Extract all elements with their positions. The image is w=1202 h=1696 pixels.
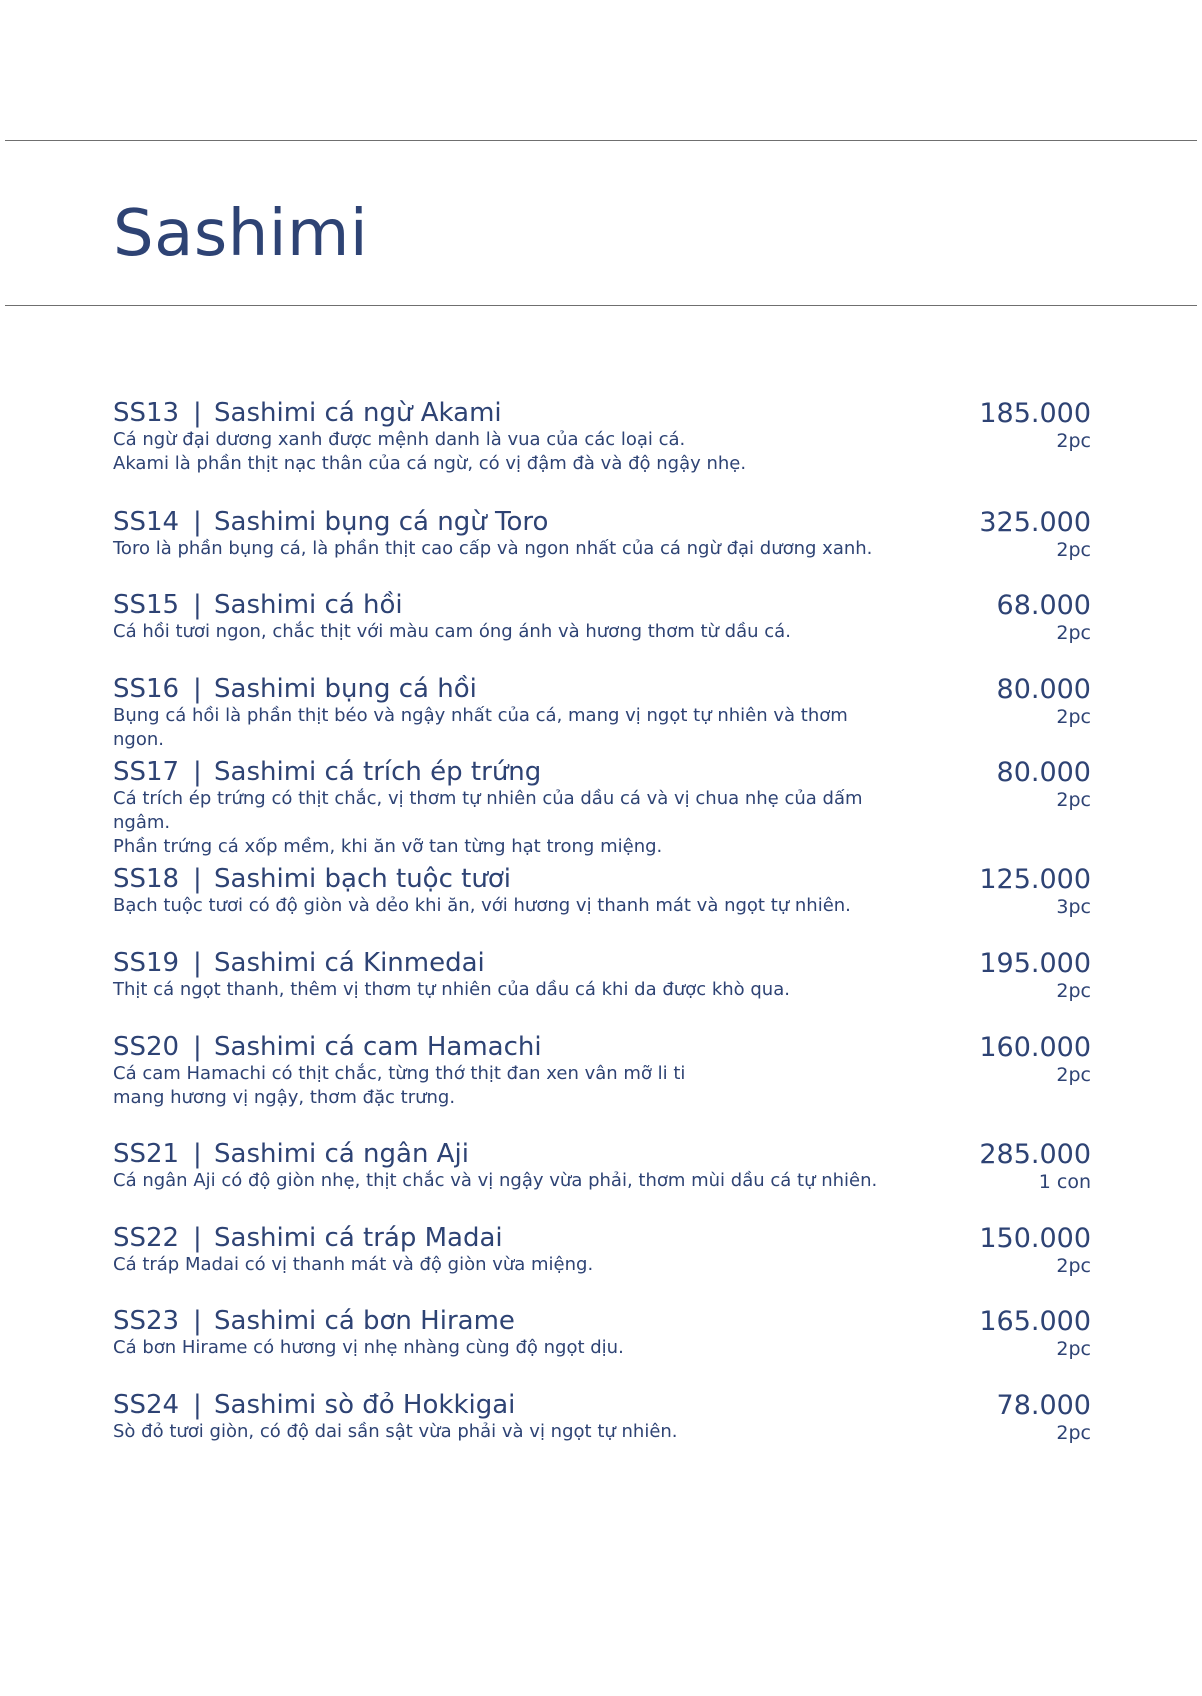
menu-item <box>113 1390 1091 1444</box>
menu-item-heading <box>113 674 1091 704</box>
menu-item-description: Sò đỏ tươi giòn, có độ dai sần sật vừa phải và vị ngọt tự nhiên. <box>113 1421 678 1442</box>
menu-item-description: Cá cam Hamachi có thịt chắc, từng thớ thịt đan xen vân mỡ li ti <box>113 1063 686 1084</box>
menu-item <box>113 1032 1091 1110</box>
menu-item <box>113 398 1091 476</box>
menu-item-name: Sashimi cá hồi <box>214 590 403 620</box>
menu-item-separator: | <box>193 948 211 978</box>
menu-item-price: 80.000 <box>996 674 1091 705</box>
menu-item-separator: | <box>193 507 211 537</box>
menu-item-description: Cá hồi tươi ngon, chắc thịt với màu cam óng ánh và hương thơm từ dầu cá. <box>113 621 791 642</box>
menu-item-unit: 2pc <box>1056 430 1091 452</box>
menu-item-separator: | <box>193 1032 211 1062</box>
menu-item-name: Sashimi cá bơn Hirame <box>214 1306 515 1336</box>
menu-item-separator: | <box>193 1390 211 1420</box>
menu-item-separator: | <box>193 398 211 428</box>
menu-item-heading <box>113 507 1091 537</box>
menu-item-price: 185.000 <box>979 398 1091 429</box>
menu-item-price: 325.000 <box>979 507 1091 538</box>
menu-item <box>113 1223 1091 1277</box>
menu-item-description: Cá trích ép trứng có thịt chắc, vị thơm tự nhiên của dầu cá và vị chua nhẹ của dấm ngâm. <box>113 788 863 833</box>
menu-item-description: mang hương vị ngậy, thơm đặc trưng. <box>113 1087 456 1108</box>
menu-item-code: SS18 <box>113 864 180 894</box>
menu-item-heading <box>113 590 1091 620</box>
menu-item <box>113 1139 1091 1193</box>
menu-item-price: 68.000 <box>996 590 1091 621</box>
menu-item <box>113 948 1091 1002</box>
menu-item-unit: 2pc <box>1056 539 1091 561</box>
menu-item-unit: 1 con <box>1038 1171 1091 1193</box>
menu-item-description: Thịt cá ngọt thanh, thêm vị thơm tự nhiên của dầu cá khi da được khò qua. <box>113 979 790 1000</box>
menu-item-name: Sashimi cá Kinmedai <box>214 948 485 978</box>
menu-item-name: Sashimi sò đỏ Hokkigai <box>214 1390 516 1420</box>
menu-item-price: 125.000 <box>979 864 1091 895</box>
menu-item-name: Sashimi bạch tuộc tươi <box>214 864 511 894</box>
menu-item-code: SS14 <box>113 507 180 537</box>
menu-item-separator: | <box>193 864 211 894</box>
menu-item-price: 195.000 <box>979 948 1091 979</box>
menu-item-separator: | <box>193 590 211 620</box>
menu-item-price: 160.000 <box>979 1032 1091 1063</box>
menu-item-unit: 2pc <box>1056 789 1091 811</box>
menu-item-name: Sashimi cá cam Hamachi <box>214 1032 542 1062</box>
menu-item-code: SS16 <box>113 674 180 704</box>
menu-item-code: SS15 <box>113 590 180 620</box>
menu-item-separator: | <box>193 757 211 787</box>
menu-item-unit: 2pc <box>1056 1064 1091 1086</box>
menu-item-description: Cá bơn Hirame có hương vị nhẹ nhàng cùng độ ngọt dịu. <box>113 1337 624 1358</box>
menu-item-description: Bạch tuộc tươi có độ giòn và dẻo khi ăn, với hương vị thanh mát và ngọt tự nhiên. <box>113 895 851 916</box>
menu-item-description: Cá tráp Madai có vị thanh mát và độ giòn vừa miệng. <box>113 1254 594 1275</box>
menu-item-price: 80.000 <box>996 757 1091 788</box>
menu-item-description: Phần trứng cá xốp mềm, khi ăn vỡ tan từng hạt trong miệng. <box>113 836 663 857</box>
menu-item-code: SS24 <box>113 1390 180 1420</box>
menu-item <box>113 1306 1091 1360</box>
menu-item-unit: 2pc <box>1056 706 1091 728</box>
menu-item-unit: 2pc <box>1056 622 1091 644</box>
menu-item-code: SS21 <box>113 1139 180 1169</box>
menu-item-heading <box>113 1306 1091 1336</box>
menu-item-price: 78.000 <box>996 1390 1091 1421</box>
menu-item-code: SS17 <box>113 757 180 787</box>
menu-item <box>113 674 1091 752</box>
menu-item-description: Cá ngừ đại dương xanh được mệnh danh là vua của các loại cá. <box>113 429 686 450</box>
menu-item-separator: | <box>193 674 211 704</box>
menu-item-separator: | <box>193 1139 211 1169</box>
menu-item-code: SS19 <box>113 948 180 978</box>
menu-item-name: Sashimi cá ngừ Akami <box>214 398 502 428</box>
menu-item-unit: 2pc <box>1056 1422 1091 1444</box>
menu-item-code: SS20 <box>113 1032 180 1062</box>
menu-item <box>113 507 1091 561</box>
menu-item-heading <box>113 864 1091 894</box>
menu-item <box>113 864 1091 918</box>
menu-item-name: Sashimi cá ngân Aji <box>214 1139 469 1169</box>
menu-item-description: Akami là phần thịt nạc thân của cá ngừ, có vị đậm đà và độ ngậy nhẹ. <box>113 453 747 474</box>
menu-item-heading <box>113 948 1091 978</box>
menu-item-code: SS13 <box>113 398 180 428</box>
menu-item-heading <box>113 757 1091 787</box>
menu-item-unit: 2pc <box>1056 1338 1091 1360</box>
menu-item-heading <box>113 1032 1091 1062</box>
menu-item-name: Sashimi cá tráp Madai <box>214 1223 503 1253</box>
menu-item-code: SS23 <box>113 1306 180 1336</box>
menu-item-code: SS22 <box>113 1223 180 1253</box>
menu-item-heading <box>113 1390 1091 1420</box>
menu-item-description: Toro là phần bụng cá, là phần thịt cao cấp và ngon nhất của cá ngừ đại dương xanh. <box>113 538 873 559</box>
page-title: Sashimi <box>113 197 369 271</box>
menu-item-heading <box>113 1139 1091 1169</box>
menu-item-name: Sashimi cá trích ép trứng <box>214 757 542 787</box>
menu-item-name: Sashimi bụng cá ngừ Toro <box>214 507 549 537</box>
menu-item-unit: 2pc <box>1056 1255 1091 1277</box>
menu-item-separator: | <box>193 1223 211 1253</box>
menu-item-price: 165.000 <box>979 1306 1091 1337</box>
menu-item-description: Bụng cá hồi là phần thịt béo và ngậy nhất của cá, mang vị ngọt tự nhiên và thơm ngon. <box>113 705 848 750</box>
menu-item-heading <box>113 1223 1091 1253</box>
menu-item-name: Sashimi bụng cá hồi <box>214 674 477 704</box>
menu-item-unit: 2pc <box>1056 980 1091 1002</box>
menu-item <box>113 590 1091 644</box>
menu-item-heading <box>113 398 1091 428</box>
menu-item-price: 285.000 <box>979 1139 1091 1170</box>
menu-item-description: Cá ngân Aji có độ giòn nhẹ, thịt chắc và vị ngậy vừa phải, thơm mùi dầu cá tự nhiên. <box>113 1170 878 1191</box>
menu-item <box>113 757 1091 859</box>
menu-item-separator: | <box>193 1306 211 1336</box>
menu-item-unit: 3pc <box>1056 896 1091 918</box>
menu-item-price: 150.000 <box>979 1223 1091 1254</box>
